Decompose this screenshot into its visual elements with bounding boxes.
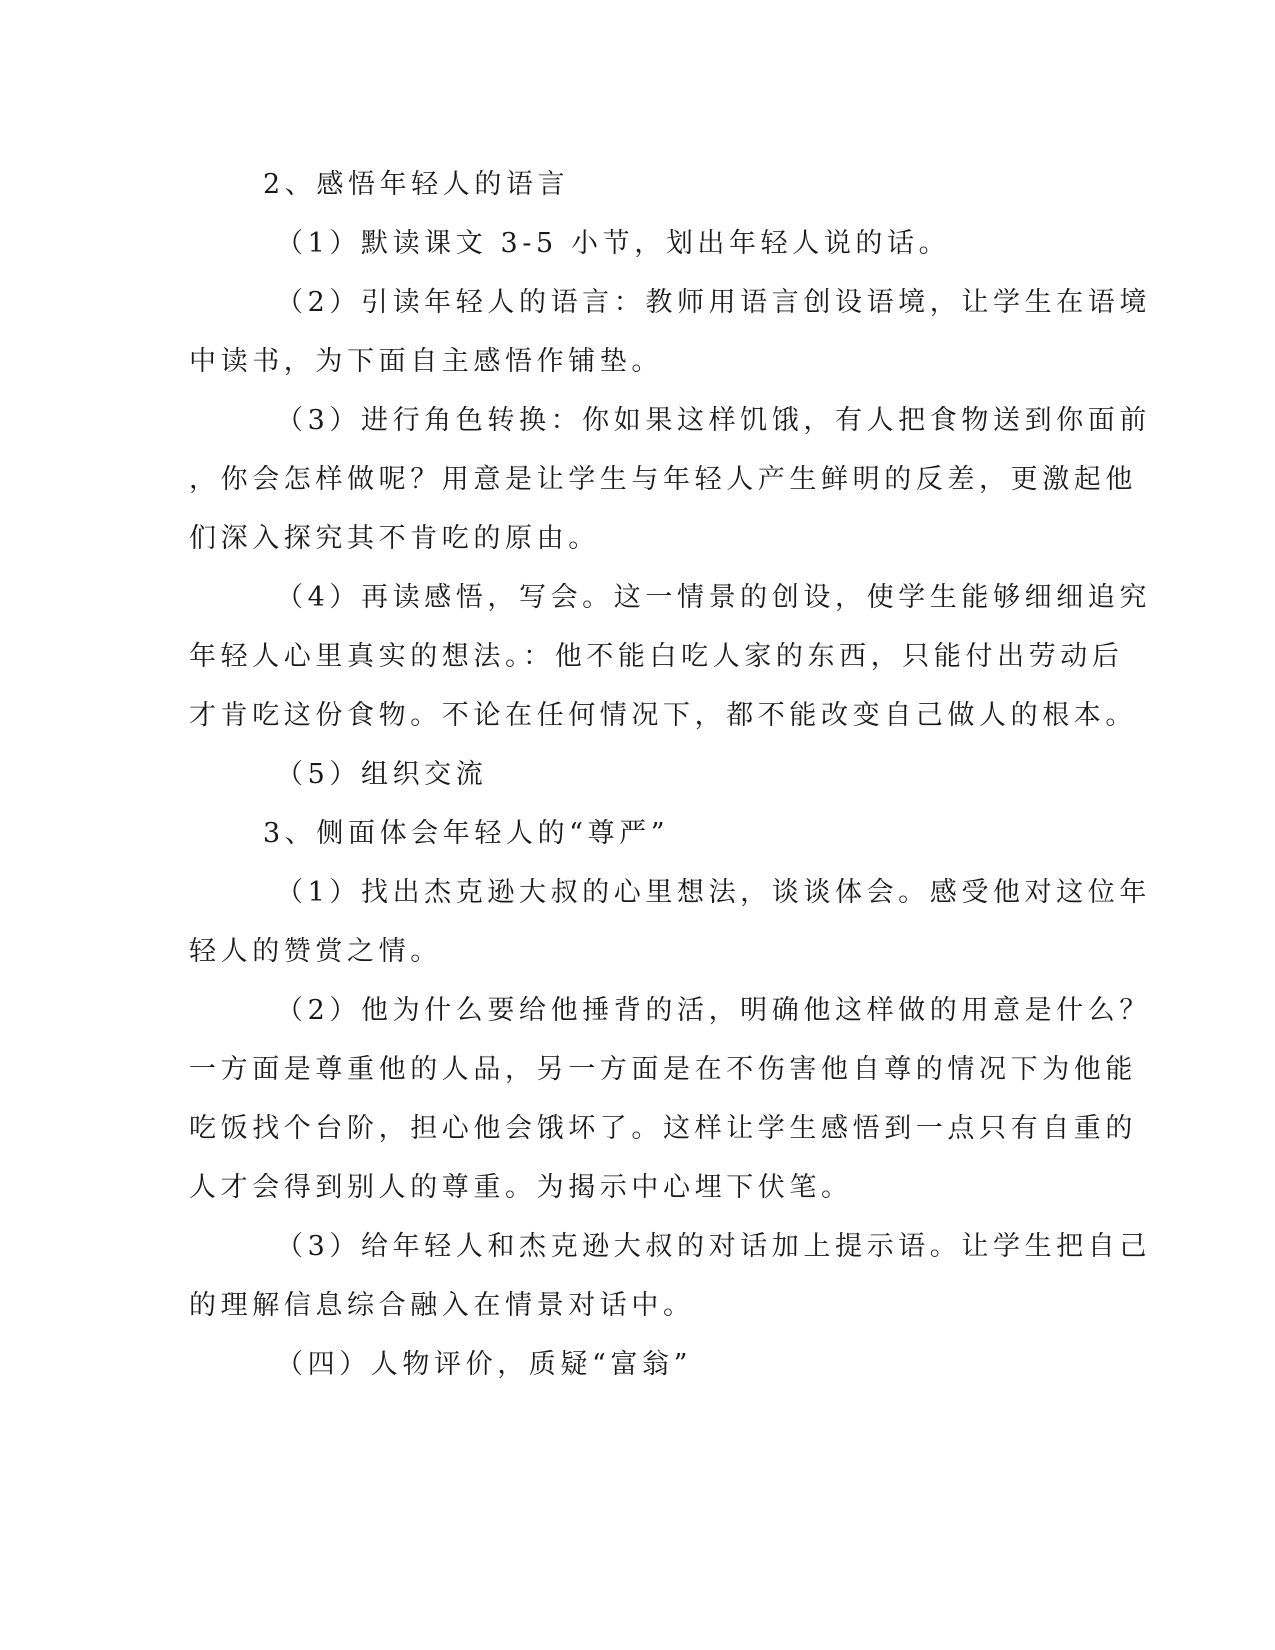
paragraph-line: 的理解信息综合融入在情景对话中。 (189, 1290, 695, 1321)
section-heading: 3、侧面体会年轻人的“尊严” (263, 818, 670, 849)
paragraph-line: （1）默读课文 3-5 小节，划出年轻人说的话。 (276, 228, 951, 259)
paragraph-line: 们深入探究其不肯吃的原由。 (189, 523, 600, 554)
paragraph-line: 中读书，为下面自主感悟作铺垫。 (189, 346, 663, 377)
paragraph-line: （5）组织交流 (276, 759, 488, 790)
paragraph-line: 人才会得到别人的尊重。为揭示中心埋下伏笔。 (189, 1172, 853, 1203)
paragraph-line: 吃饭找个台阶，担心他会饿坏了。这样让学生感悟到一点只有自重的 (189, 1113, 1137, 1144)
paragraph-line: （2）引读年轻人的语言：教师用语言创设语境，让学生在语境 (276, 287, 1151, 318)
paragraph-line: （2）他为什么要给他捶背的活，明确他这样做的用意是什么？ (276, 995, 1151, 1026)
paragraph-line: （1）找出杰克逊大叔的心里想法，谈谈体会。感受他对这位年 (276, 877, 1151, 908)
paragraph-line: 一方面是尊重他的人品，另一方面是在不伤害他自尊的情况下为他能 (189, 1054, 1137, 1085)
paragraph-line: 年轻人心里真实的想法。：他不能白吃人家的东西，只能付出劳动后 (189, 641, 1124, 672)
section-heading: 2、感悟年轻人的语言 (263, 169, 570, 200)
section-heading: （四）人物评价，质疑“富翁” (276, 1349, 693, 1380)
paragraph-line: 轻人的赞赏之情。 (189, 936, 442, 967)
paragraph-line: ，你会怎样做呢？用意是让学生与年轻人产生鲜明的反差，更激起他 (189, 464, 1137, 495)
paragraph-line: 才肯吃这份食物。不论在任何情况下，都不能改变自己做人的根本。 (189, 700, 1137, 731)
paragraph-line: （3）给年轻人和杰克逊大叔的对话加上提示语。让学生把自己 (276, 1231, 1151, 1262)
paragraph-line: （3）进行角色转换：你如果这样饥饿，有人把食物送到你面前 (276, 405, 1151, 436)
paragraph-line: （4）再读感悟，写会。这一情景的创设，使学生能够细细追究 (276, 582, 1151, 613)
